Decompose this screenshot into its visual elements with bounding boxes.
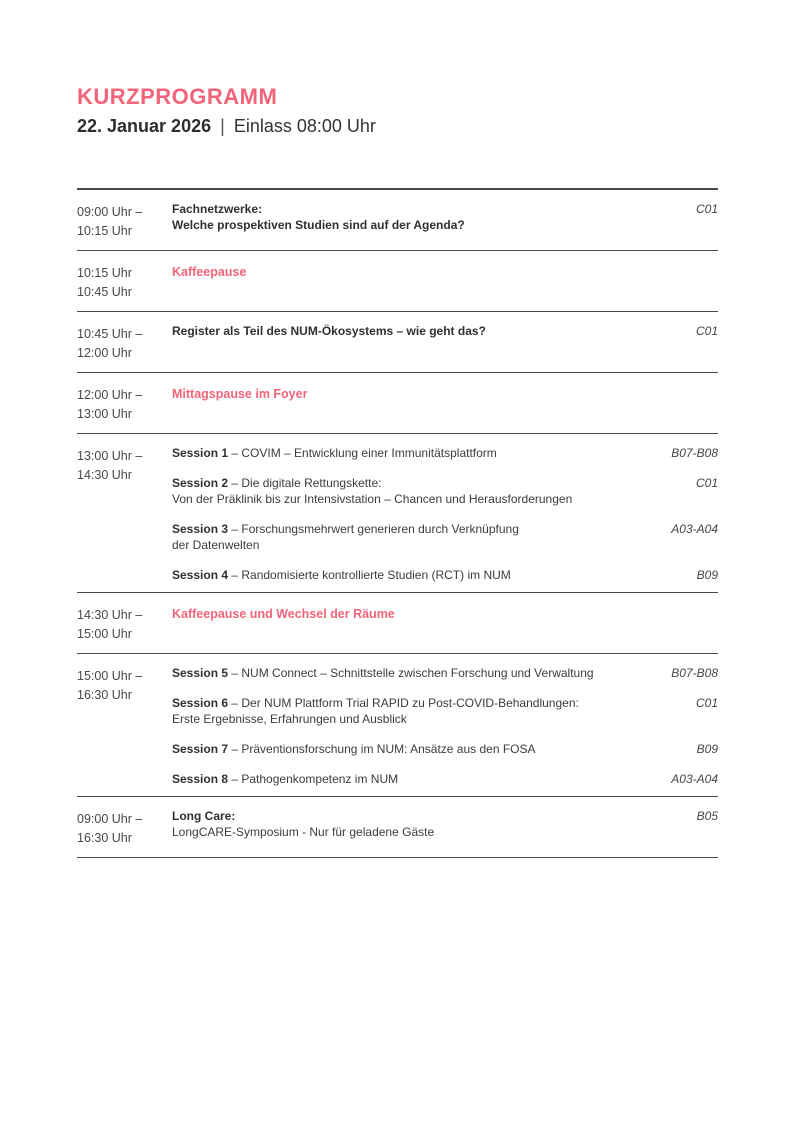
schedule-table	[77, 188, 718, 858]
room-code: B09	[696, 742, 718, 757]
session-title: Session 8 – Pathogenkompetenz im NUM	[172, 772, 399, 787]
page-title: KURZPROGRAMM	[77, 84, 278, 109]
session-title: Session 6 – Der NUM Plattform Trial RAPID zu Post-COVID-Behandlungen: Erste Ergebnisse, Erfahrungen und Ausblick	[172, 696, 579, 727]
time-end: 16:30 Uhr	[77, 688, 132, 703]
room-code: C01	[695, 476, 718, 491]
program-page	[77, 85, 718, 858]
session-entry-3	[172, 521, 718, 553]
session-entry-5	[172, 665, 718, 681]
time-range	[77, 323, 172, 363]
room-code: A03-A04	[671, 772, 718, 787]
time-end: 15:00 Uhr	[77, 627, 132, 642]
session-entry-8	[172, 771, 718, 787]
event-date: 22. Januar 2026	[77, 116, 212, 137]
time-end: 16:30 Uhr	[77, 831, 132, 846]
event-entry	[172, 323, 718, 339]
time-range	[77, 384, 172, 424]
event-title: Long Care: LongCARE-Symposium - Nur für geladene Gäste	[172, 809, 435, 840]
event-date-line	[77, 115, 718, 137]
room-code: C01	[695, 696, 718, 711]
schedule-row-kaffeepause-1	[77, 251, 718, 312]
time-start: 13:00 Uhr –	[77, 449, 143, 464]
time-end: 14:30 Uhr	[77, 468, 132, 483]
session-entry-2	[172, 475, 718, 507]
session-entry-7	[172, 741, 718, 757]
session-entry-1	[172, 445, 718, 461]
schedule-row-mittagspause	[77, 373, 718, 434]
session-title: Session 2 – Die digitale Rettungskette: Von der Präklinik bis zur Intensivstation – Chancen und Herausforderungen	[172, 476, 573, 507]
time-range	[77, 445, 172, 583]
schedule-row-fachnetzwerke	[77, 190, 718, 251]
schedule-row-sessions-5-8	[77, 654, 718, 797]
room-code: B07-B08	[671, 666, 718, 681]
session-entry-4	[172, 567, 718, 583]
time-start: 10:45 Uhr –	[77, 327, 143, 342]
schedule-row-register	[77, 312, 718, 373]
break-label: Kaffeepause und Wechsel der Räume	[172, 607, 395, 622]
time-end: 10:45 Uhr	[77, 285, 132, 300]
admission-time: Einlass 08:00 Uhr	[233, 116, 376, 137]
session-entry-6	[172, 695, 718, 727]
time-start: 09:00 Uhr –	[77, 205, 143, 220]
time-start: 09:00 Uhr –	[77, 812, 143, 827]
room-code: C01	[695, 324, 718, 339]
event-entry	[172, 808, 718, 840]
schedule-row-sessions-1-4	[77, 434, 718, 593]
session-title: Session 3 – Forschungsmehrwert generieren durch Verknüpfung der Datenwelten	[172, 522, 519, 553]
time-end: 13:00 Uhr	[77, 407, 132, 422]
session-title: Session 1 – COVIM – Entwicklung einer Immunitätsplattform	[172, 446, 497, 461]
room-code: B09	[696, 568, 718, 583]
time-end: 10:15 Uhr	[77, 224, 132, 239]
time-range	[77, 262, 172, 302]
time-range	[77, 665, 172, 787]
time-range	[77, 604, 172, 644]
schedule-row-long-care	[77, 797, 718, 858]
time-range	[77, 201, 172, 241]
session-title: Session 7 – Präventionsforschung im NUM: Ansätze aus den FOSA	[172, 742, 536, 757]
room-code: B05	[696, 809, 718, 824]
schedule-row-kaffeepause-2	[77, 593, 718, 654]
time-range	[77, 808, 172, 848]
break-label: Kaffeepause	[172, 265, 247, 280]
time-start: 10:15 Uhr	[77, 266, 132, 281]
event-title: Register als Teil des NUM-Ökosystems – wie geht das?	[172, 324, 486, 339]
room-code: B07-B08	[671, 446, 718, 461]
room-code: C01	[695, 202, 718, 217]
time-start: 14:30 Uhr –	[77, 608, 143, 623]
session-title: Session 4 – Randomisierte kontrollierte Studien (RCT) im NUM	[172, 568, 511, 583]
break-label: Mittagspause im Foyer	[172, 387, 308, 402]
event-title: Fachnetzwerke: Welche prospektiven Studien sind auf der Agenda?	[172, 202, 465, 233]
room-code: A03-A04	[671, 522, 718, 537]
time-start: 15:00 Uhr –	[77, 669, 143, 684]
time-end: 12:00 Uhr	[77, 346, 132, 361]
time-start: 12:00 Uhr –	[77, 388, 143, 403]
session-title: Session 5 – NUM Connect – Schnittstelle zwischen Forschung und Verwaltung	[172, 666, 594, 681]
separator: |	[220, 116, 225, 137]
event-entry	[172, 201, 718, 233]
